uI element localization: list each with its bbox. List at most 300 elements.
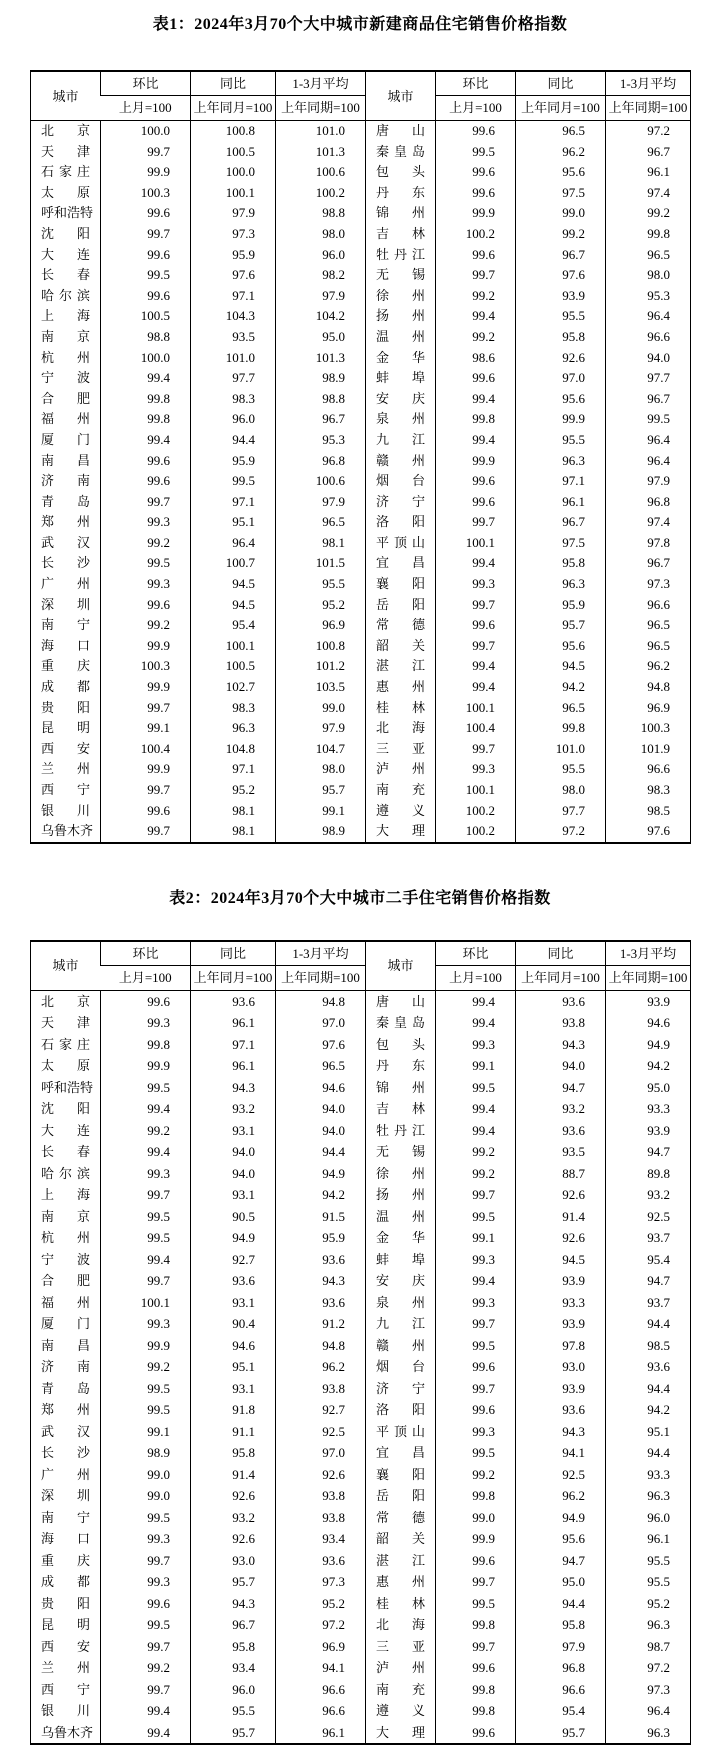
value-cell: 96.6 <box>516 1679 606 1701</box>
value-cell: 95.5 <box>606 1571 691 1593</box>
value-cell: 99.8 <box>516 718 606 739</box>
table-row <box>31 1098 691 1120</box>
city-cell: 遵义 <box>366 1700 436 1722</box>
value-cell: 93.3 <box>606 1098 691 1120</box>
value-cell: 93.9 <box>606 990 691 1012</box>
city-cell: 三亚 <box>366 739 436 760</box>
value-cell: 95.2 <box>276 1593 366 1615</box>
city-cell: 吉林 <box>366 1098 436 1120</box>
header-avg: 1-3月平均 <box>276 71 366 96</box>
value-cell: 93.6 <box>191 1270 276 1292</box>
value-cell: 99.4 <box>436 306 516 327</box>
city-cell: 昆明 <box>41 1617 90 1633</box>
value-cell: 97.8 <box>606 533 691 554</box>
value-cell: 97.9 <box>606 471 691 492</box>
value-cell: 96.3 <box>516 451 606 472</box>
table-row <box>31 348 691 369</box>
value-cell: 96.4 <box>191 533 276 554</box>
table-row <box>31 677 691 698</box>
value-cell: 95.9 <box>191 245 276 266</box>
city-cell: 秦皇岛 <box>366 142 436 163</box>
value-cell: 97.0 <box>276 1012 366 1034</box>
value-cell: 94.9 <box>606 1034 691 1056</box>
value-cell: 99.5 <box>436 1077 516 1099</box>
city-cell: 武汉 <box>41 534 90 550</box>
city-cell: 兰州 <box>41 1660 90 1676</box>
value-cell: 98.0 <box>276 759 366 780</box>
value-cell: 96.2 <box>276 1356 366 1378</box>
value-cell: 99.6 <box>436 471 516 492</box>
value-cell: 99.4 <box>101 368 191 389</box>
value-cell: 98.8 <box>276 203 366 224</box>
table-row <box>31 1679 691 1701</box>
value-cell: 99.4 <box>436 389 516 410</box>
value-cell: 94.8 <box>276 1335 366 1357</box>
value-cell: 94.2 <box>606 1055 691 1077</box>
value-cell: 97.6 <box>276 1034 366 1056</box>
value-cell: 99.2 <box>436 327 516 348</box>
value-cell: 99.7 <box>436 595 516 616</box>
table2 <box>30 940 691 1745</box>
value-cell: 94.1 <box>276 1657 366 1679</box>
value-cell: 96.7 <box>606 389 691 410</box>
city-cell: 泸州 <box>366 759 436 780</box>
city-cell: 泸州 <box>366 1657 436 1679</box>
city-cell: 宜昌 <box>366 553 436 574</box>
city-cell: 吉林 <box>366 224 436 245</box>
city-cell: 福州 <box>41 411 90 427</box>
city-cell: 烟台 <box>366 471 436 492</box>
city-cell: 呼和浩特 <box>41 205 94 221</box>
value-cell: 93.2 <box>191 1098 276 1120</box>
table-row <box>31 162 691 183</box>
value-cell: 99.7 <box>101 1270 191 1292</box>
value-cell: 96.9 <box>606 698 691 719</box>
value-cell: 94.4 <box>191 430 276 451</box>
value-cell: 90.4 <box>191 1313 276 1335</box>
value-cell: 96.5 <box>516 121 606 142</box>
value-cell: 99.1 <box>101 1421 191 1443</box>
value-cell: 96.0 <box>606 1507 691 1529</box>
value-cell: 97.2 <box>276 1614 366 1636</box>
value-cell: 98.2 <box>276 265 366 286</box>
city-cell: 包头 <box>366 162 436 183</box>
city-cell: 银川 <box>41 802 90 818</box>
table-row <box>31 1399 691 1421</box>
value-cell: 99.5 <box>101 1206 191 1228</box>
value-cell: 93.6 <box>606 1356 691 1378</box>
value-cell: 95.2 <box>276 595 366 616</box>
value-cell: 98.0 <box>606 265 691 286</box>
value-cell: 94.8 <box>606 677 691 698</box>
table-row <box>31 265 691 286</box>
value-cell: 99.1 <box>436 1055 516 1077</box>
value-cell: 97.4 <box>606 512 691 533</box>
value-cell: 94.6 <box>191 1335 276 1357</box>
city-cell: 平顶山 <box>366 1421 436 1443</box>
value-cell: 95.0 <box>276 327 366 348</box>
city-cell: 赣州 <box>366 1335 436 1357</box>
value-cell: 99.3 <box>101 1528 191 1550</box>
value-cell: 95.6 <box>516 636 606 657</box>
header-yoy: 同比 <box>516 71 606 96</box>
value-cell: 95.4 <box>191 615 276 636</box>
value-cell: 99.6 <box>436 615 516 636</box>
city-cell: 成都 <box>41 679 90 695</box>
value-cell: 93.1 <box>191 1184 276 1206</box>
table-row <box>31 1722 691 1745</box>
value-cell: 99.3 <box>436 759 516 780</box>
city-cell: 石家庄 <box>41 164 90 180</box>
value-cell: 95.8 <box>516 1614 606 1636</box>
value-cell: 99.9 <box>516 409 606 430</box>
value-cell: 99.4 <box>436 990 516 1012</box>
table-row <box>31 636 691 657</box>
value-cell: 100.6 <box>276 162 366 183</box>
value-cell: 100.1 <box>191 183 276 204</box>
value-cell: 97.1 <box>191 492 276 513</box>
table-row <box>31 656 691 677</box>
value-cell: 93.4 <box>276 1528 366 1550</box>
value-cell: 99.8 <box>436 1679 516 1701</box>
value-cell: 93.3 <box>606 1464 691 1486</box>
value-cell: 92.5 <box>606 1206 691 1228</box>
table-row <box>31 615 691 636</box>
value-cell: 95.7 <box>516 615 606 636</box>
value-cell: 96.5 <box>606 636 691 657</box>
value-cell: 99.8 <box>436 409 516 430</box>
value-cell: 98.1 <box>191 821 276 843</box>
value-cell: 94.0 <box>276 1098 366 1120</box>
city-cell: 武汉 <box>41 1423 90 1439</box>
city-cell: 九江 <box>366 1313 436 1335</box>
value-cell: 97.9 <box>276 286 366 307</box>
value-cell: 94.5 <box>191 574 276 595</box>
value-cell: 93.9 <box>606 1120 691 1142</box>
value-cell: 97.6 <box>191 265 276 286</box>
value-cell: 99.7 <box>436 1378 516 1400</box>
table-row <box>31 780 691 801</box>
value-cell: 95.3 <box>276 430 366 451</box>
value-cell: 101.0 <box>191 348 276 369</box>
value-cell: 94.3 <box>191 1593 276 1615</box>
value-cell: 99.5 <box>436 142 516 163</box>
table-row <box>31 1184 691 1206</box>
value-cell: 94.0 <box>516 1055 606 1077</box>
value-cell: 99.5 <box>436 1206 516 1228</box>
table-row <box>31 430 691 451</box>
city-cell: 温州 <box>366 1206 436 1228</box>
value-cell: 95.5 <box>191 1700 276 1722</box>
value-cell: 99.4 <box>436 1120 516 1142</box>
value-cell: 99.6 <box>101 451 191 472</box>
value-cell: 98.5 <box>606 801 691 822</box>
value-cell: 91.5 <box>276 1206 366 1228</box>
value-cell: 99.2 <box>436 286 516 307</box>
value-cell: 97.6 <box>516 265 606 286</box>
value-cell: 100.8 <box>191 121 276 142</box>
city-cell: 石家庄 <box>41 1036 90 1052</box>
value-cell: 99.3 <box>101 1012 191 1034</box>
value-cell: 104.8 <box>191 739 276 760</box>
table-row <box>31 759 691 780</box>
value-cell: 100.7 <box>191 553 276 574</box>
city-cell: 长春 <box>41 1144 90 1160</box>
city-cell: 厦门 <box>41 431 90 447</box>
value-cell: 92.6 <box>516 348 606 369</box>
table-row <box>31 1378 691 1400</box>
value-cell: 95.6 <box>516 1528 606 1550</box>
table-row <box>31 512 691 533</box>
value-cell: 94.0 <box>191 1163 276 1185</box>
value-cell: 96.0 <box>276 245 366 266</box>
value-cell: 99.9 <box>101 677 191 698</box>
value-cell: 98.1 <box>276 533 366 554</box>
value-cell: 96.7 <box>606 142 691 163</box>
value-cell: 97.9 <box>191 203 276 224</box>
value-cell: 95.7 <box>191 1571 276 1593</box>
table-row <box>31 1485 691 1507</box>
value-cell: 93.9 <box>516 1378 606 1400</box>
table-row <box>31 1335 691 1357</box>
value-cell: 99.5 <box>101 1227 191 1249</box>
city-cell: 常德 <box>366 1507 436 1529</box>
city-cell: 岳阳 <box>366 595 436 616</box>
value-cell: 99.6 <box>436 1722 516 1745</box>
value-cell: 90.5 <box>191 1206 276 1228</box>
value-cell: 99.3 <box>436 1421 516 1443</box>
value-cell: 96.7 <box>516 245 606 266</box>
value-cell: 99.5 <box>191 471 276 492</box>
value-cell: 97.7 <box>516 801 606 822</box>
table-row <box>31 1292 691 1314</box>
value-cell: 97.4 <box>606 183 691 204</box>
value-cell: 94.6 <box>606 1012 691 1034</box>
value-cell: 99.5 <box>101 553 191 574</box>
value-cell: 96.1 <box>606 1528 691 1550</box>
value-cell: 100.5 <box>101 306 191 327</box>
value-cell: 99.6 <box>436 492 516 513</box>
value-cell: 99.6 <box>436 245 516 266</box>
city-cell: 南京 <box>41 328 90 344</box>
value-cell: 93.3 <box>516 1292 606 1314</box>
city-cell: 广州 <box>41 576 90 592</box>
value-cell: 96.5 <box>606 245 691 266</box>
table-row <box>31 1270 691 1292</box>
table-row <box>31 327 691 348</box>
value-cell: 99.4 <box>101 1141 191 1163</box>
value-cell: 99.2 <box>101 533 191 554</box>
value-cell: 95.0 <box>516 1571 606 1593</box>
city-cell: 济南 <box>41 473 90 489</box>
value-cell: 99.6 <box>436 1550 516 1572</box>
value-cell: 99.7 <box>101 1184 191 1206</box>
city-cell: 湛江 <box>366 656 436 677</box>
value-cell: 100.4 <box>436 718 516 739</box>
value-cell: 97.1 <box>191 1034 276 1056</box>
value-cell: 96.2 <box>606 656 691 677</box>
city-cell: 安庆 <box>366 1270 436 1292</box>
header-yoy: 同比 <box>516 941 606 966</box>
value-cell: 92.6 <box>276 1464 366 1486</box>
value-cell: 99.1 <box>101 718 191 739</box>
value-cell: 99.2 <box>101 615 191 636</box>
value-cell: 99.5 <box>436 1335 516 1357</box>
value-cell: 104.2 <box>276 306 366 327</box>
value-cell: 99.9 <box>101 162 191 183</box>
city-cell: 西宁 <box>41 782 90 797</box>
value-cell: 92.7 <box>276 1399 366 1421</box>
table-row <box>31 1227 691 1249</box>
city-cell: 锦州 <box>366 203 436 224</box>
city-cell: 唐山 <box>366 121 436 142</box>
value-cell: 99.5 <box>101 1077 191 1099</box>
value-cell: 99.3 <box>436 1292 516 1314</box>
city-cell: 北海 <box>366 1614 436 1636</box>
table-row <box>31 1464 691 1486</box>
value-cell: 99.3 <box>101 574 191 595</box>
value-cell: 99.5 <box>101 1378 191 1400</box>
city-cell: 洛阳 <box>366 1399 436 1421</box>
value-cell: 99.9 <box>101 759 191 780</box>
value-cell: 99.4 <box>101 1249 191 1271</box>
value-cell: 99.5 <box>436 1442 516 1464</box>
value-cell: 96.2 <box>516 1485 606 1507</box>
city-cell: 合肥 <box>41 390 90 406</box>
value-cell: 93.7 <box>606 1227 691 1249</box>
value-cell: 94.8 <box>276 990 366 1012</box>
city-cell: 呼和浩特 <box>41 1079 94 1095</box>
value-cell: 99.4 <box>436 1012 516 1034</box>
value-cell: 99.0 <box>101 1464 191 1486</box>
city-cell: 杭州 <box>41 349 90 365</box>
city-cell: 北京 <box>41 993 90 1009</box>
value-cell: 100.0 <box>101 348 191 369</box>
value-cell: 98.1 <box>191 801 276 822</box>
value-cell: 97.9 <box>276 718 366 739</box>
value-cell: 99.7 <box>436 512 516 533</box>
value-cell: 99.0 <box>101 1485 191 1507</box>
value-cell: 99.7 <box>436 1184 516 1206</box>
value-cell: 99.6 <box>101 203 191 224</box>
value-cell: 94.3 <box>276 1270 366 1292</box>
value-cell: 94.5 <box>191 595 276 616</box>
value-cell: 99.4 <box>436 430 516 451</box>
table-row <box>31 224 691 245</box>
header-mom-base: 上月=100 <box>436 96 516 121</box>
city-cell: 长春 <box>41 267 90 283</box>
city-cell: 厦门 <box>41 1316 90 1332</box>
value-cell: 99.6 <box>436 162 516 183</box>
city-cell: 济宁 <box>366 1378 436 1400</box>
table-row <box>31 1249 691 1271</box>
value-cell: 98.0 <box>276 224 366 245</box>
header-mom-base: 上月=100 <box>101 96 191 121</box>
value-cell: 101.3 <box>276 348 366 369</box>
value-cell: 99.9 <box>101 636 191 657</box>
table-row <box>31 1657 691 1679</box>
value-cell: 94.5 <box>516 1249 606 1271</box>
city-cell: 西安 <box>41 740 90 756</box>
table-row <box>31 245 691 266</box>
table1 <box>30 70 691 844</box>
value-cell: 97.2 <box>606 1657 691 1679</box>
value-cell: 95.1 <box>191 512 276 533</box>
value-cell: 91.1 <box>191 1421 276 1443</box>
city-cell: 韶关 <box>366 1528 436 1550</box>
city-cell: 长沙 <box>41 555 90 571</box>
value-cell: 99.5 <box>436 1593 516 1615</box>
value-cell: 101.3 <box>276 142 366 163</box>
value-cell: 93.0 <box>191 1550 276 1572</box>
value-cell: 96.0 <box>191 409 276 430</box>
value-cell: 99.0 <box>436 1507 516 1529</box>
table-row <box>31 553 691 574</box>
value-cell: 93.2 <box>516 1098 606 1120</box>
value-cell: 96.5 <box>606 615 691 636</box>
value-cell: 94.5 <box>516 656 606 677</box>
city-cell: 乌鲁木齐 <box>41 823 94 839</box>
city-cell: 秦皇岛 <box>366 1012 436 1034</box>
city-cell: 九江 <box>366 430 436 451</box>
table-row <box>31 389 691 410</box>
value-cell: 100.2 <box>436 821 516 843</box>
value-cell: 99.3 <box>101 1571 191 1593</box>
header-avg: 1-3月平均 <box>606 71 691 96</box>
value-cell: 96.3 <box>191 718 276 739</box>
value-cell: 96.7 <box>191 1614 276 1636</box>
city-cell: 大连 <box>41 1122 90 1138</box>
value-cell: 101.9 <box>606 739 691 760</box>
value-cell: 98.9 <box>101 1442 191 1464</box>
table1-title: 表1：2024年3月70个大中城市新建商品住宅销售价格指数 <box>152 16 568 33</box>
value-cell: 95.8 <box>516 327 606 348</box>
header-yoy-base: 上年同月=100 <box>516 965 606 990</box>
value-cell: 93.6 <box>516 1399 606 1421</box>
city-cell: 丹东 <box>366 1055 436 1077</box>
value-cell: 95.0 <box>606 1077 691 1099</box>
city-cell: 深圳 <box>41 1488 90 1504</box>
city-cell: 深圳 <box>41 596 90 612</box>
value-cell: 91.4 <box>516 1206 606 1228</box>
value-cell: 95.8 <box>516 553 606 574</box>
value-cell: 99.6 <box>101 1593 191 1615</box>
city-cell: 重庆 <box>41 658 90 674</box>
value-cell: 94.4 <box>606 1378 691 1400</box>
value-cell: 99.2 <box>606 203 691 224</box>
city-cell: 天津 <box>41 143 90 159</box>
value-cell: 96.5 <box>276 1055 366 1077</box>
table-row <box>31 801 691 822</box>
city-cell: 南充 <box>366 780 436 801</box>
table-row <box>31 595 691 616</box>
city-cell: 郑州 <box>41 1402 90 1418</box>
city-cell: 徐州 <box>366 1163 436 1185</box>
value-cell: 96.9 <box>276 1636 366 1658</box>
value-cell: 101.0 <box>276 121 366 142</box>
table-row <box>31 1636 691 1658</box>
value-cell: 99.5 <box>101 265 191 286</box>
city-cell: 湛江 <box>366 1550 436 1572</box>
value-cell: 98.3 <box>191 698 276 719</box>
value-cell: 97.8 <box>516 1335 606 1357</box>
value-cell: 99.9 <box>436 203 516 224</box>
value-cell: 99.3 <box>436 1249 516 1271</box>
value-cell: 99.7 <box>101 1550 191 1572</box>
value-cell: 99.6 <box>101 801 191 822</box>
value-cell: 93.8 <box>276 1485 366 1507</box>
value-cell: 99.3 <box>436 574 516 595</box>
